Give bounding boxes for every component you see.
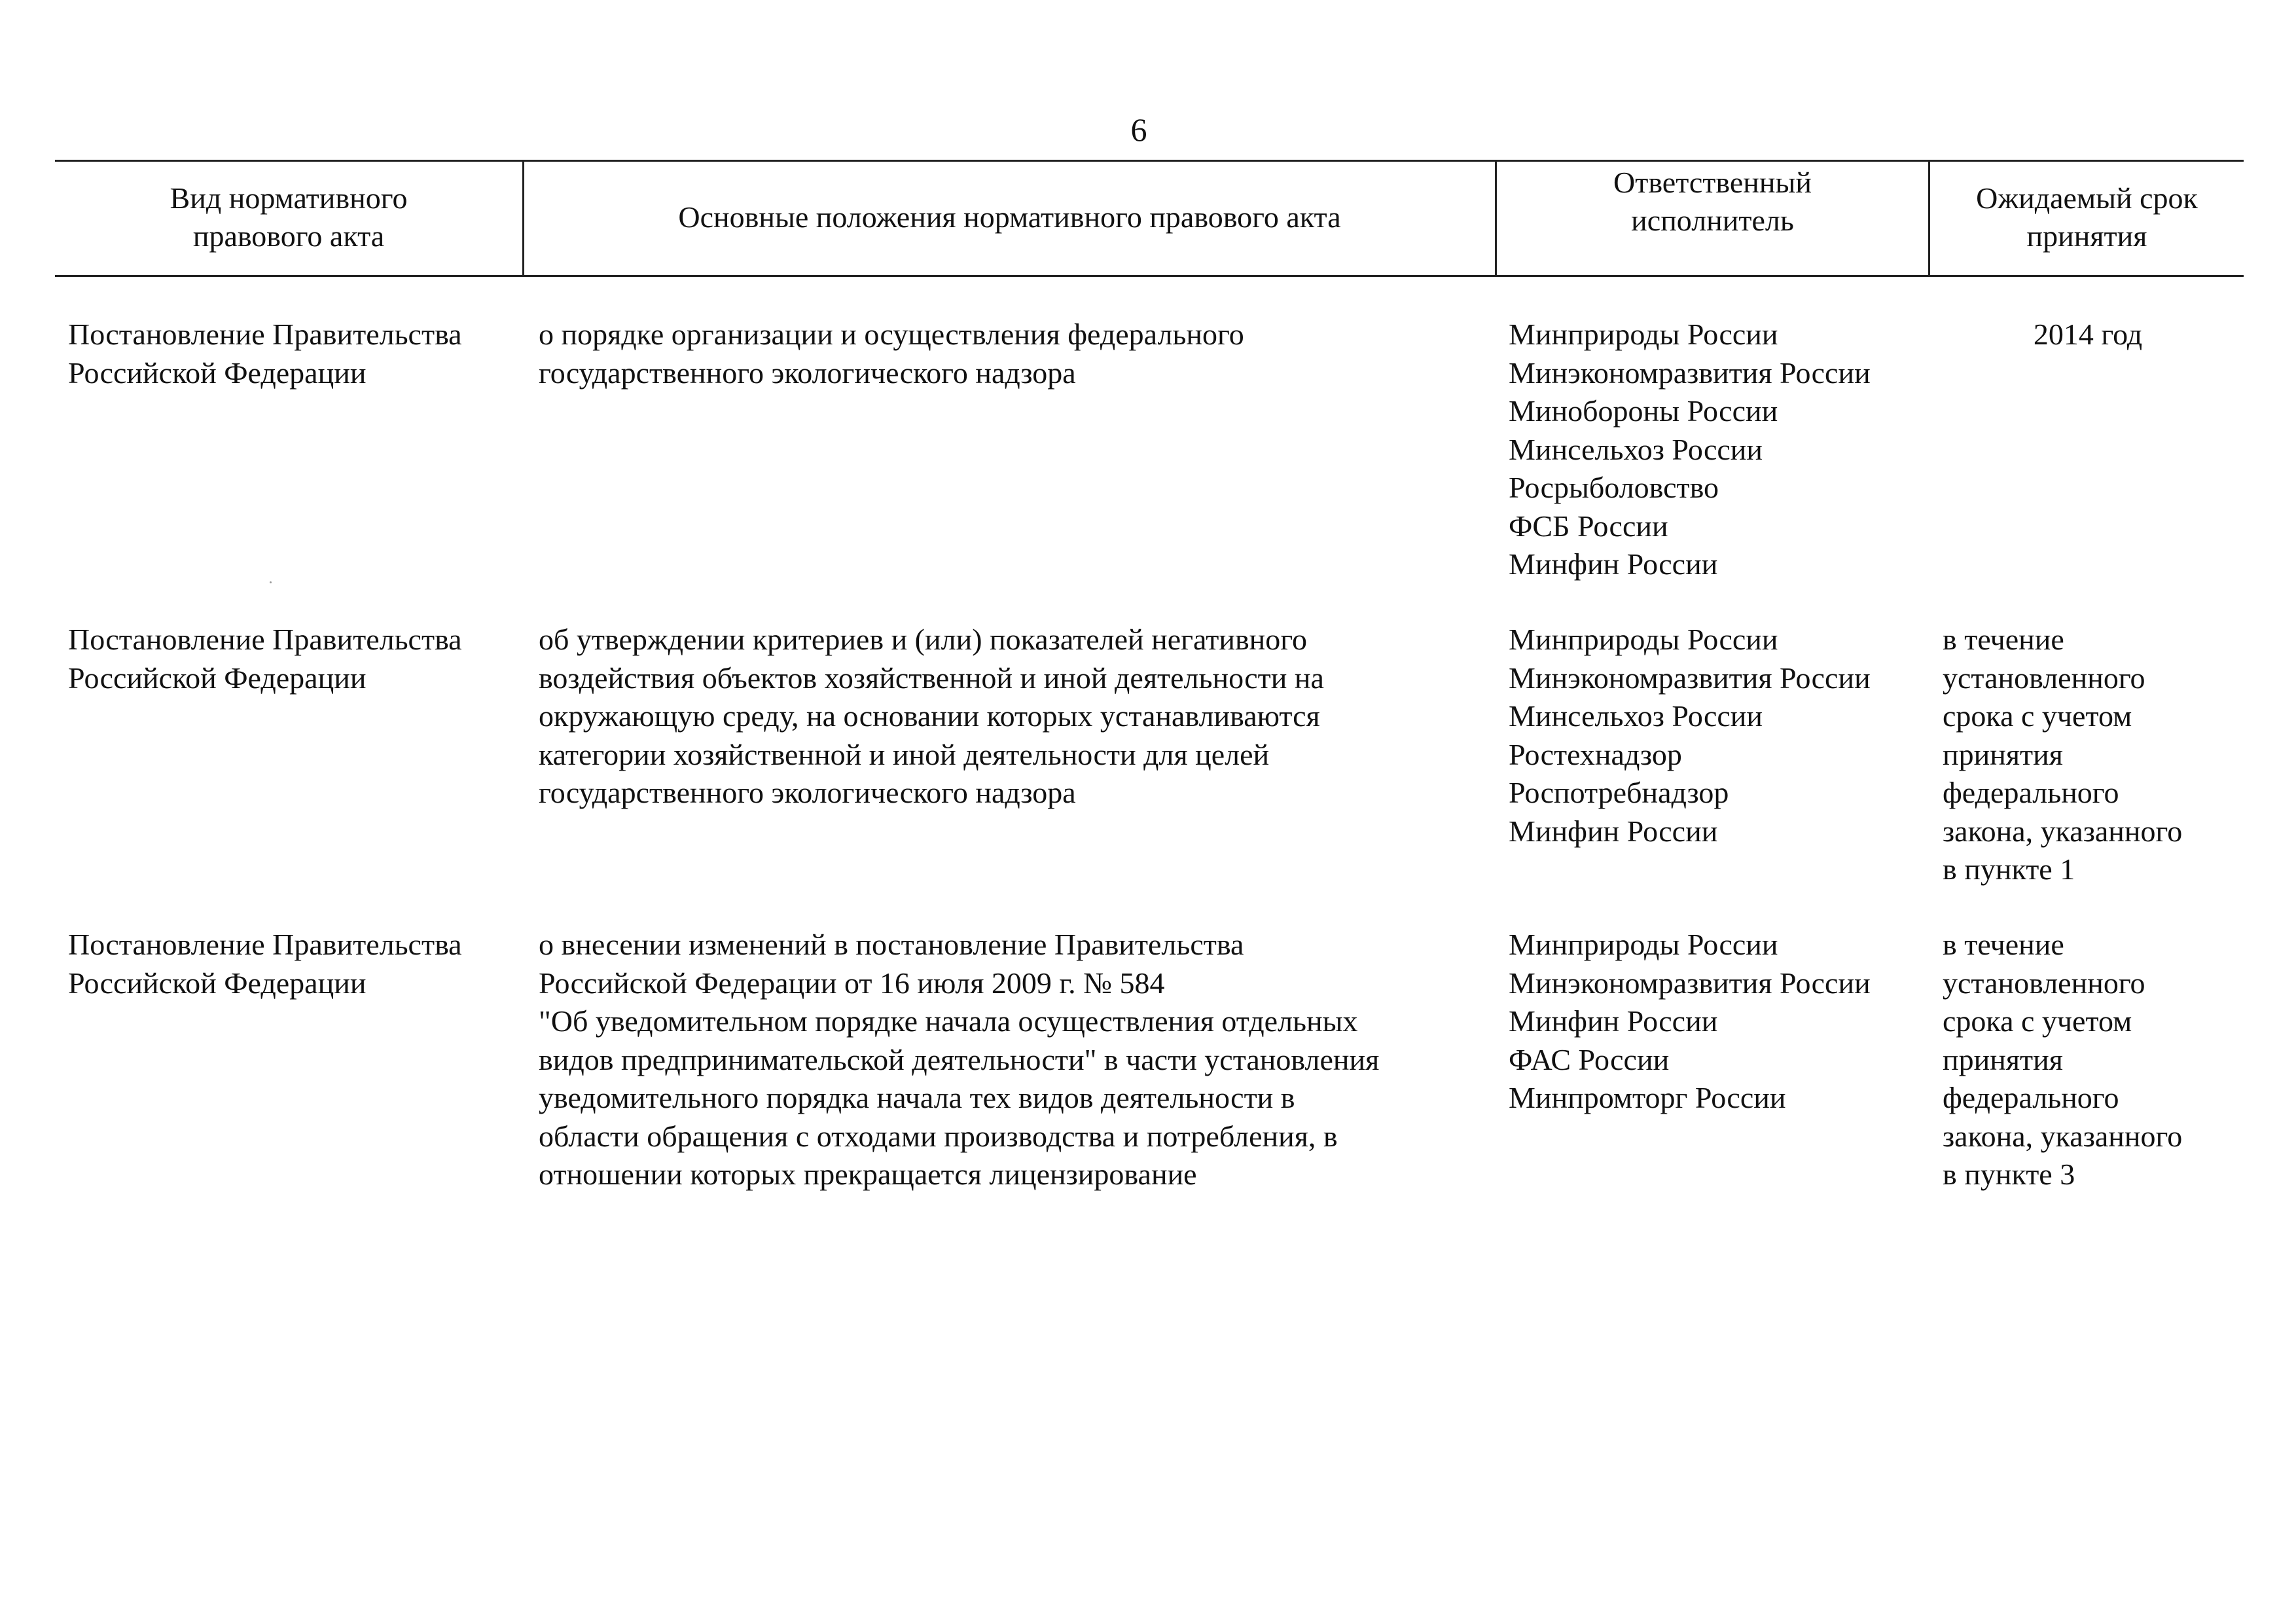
header-main-provisions: Основные положения нормативного правового акта bbox=[678, 200, 1341, 234]
row-3-deadline: в течение установленного срока с учетом принятия федерального закона, указанного в пункте 3 bbox=[1943, 928, 2183, 1191]
header-expected-deadline: Ожидаемый срок принятия bbox=[1976, 181, 2198, 253]
page-number: 6 bbox=[1130, 111, 1147, 148]
header-bottom-rule bbox=[55, 275, 2244, 277]
row-3-executors: Минприроды России Минэкономразвития России Минфин России ФАС России Минпромторг России bbox=[1509, 928, 1871, 1114]
scan-speck bbox=[270, 581, 272, 583]
row-1-deadline: 2014 год bbox=[2033, 318, 2143, 351]
row-2-provisions: об утверждении критериев и (или) показателей негативного воздействия объектов хозяйственной и иной деятельности на окружающую среду, на основании которых устанавливаются категории хозяйственной и иной деятельности для целей государственного экологического надзора bbox=[539, 623, 1324, 809]
row-1-provisions: о порядке организации и осуществления федерального государственного экологического надзора bbox=[539, 318, 1244, 390]
row-2-executors: Минприроды России Минэкономразвития России Минсельхоз России Ростехнадзор Роспотребнадзор Минфин России bbox=[1509, 623, 1871, 848]
row-1-executors: Минприроды России Минэкономразвития России Минобороны России Минсельхоз России Росрыболовство ФСБ России Минфин России bbox=[1509, 318, 1871, 581]
row-3-act-type: Постановление Правительства Российской Федерации bbox=[68, 928, 462, 1000]
header-act-type: Вид нормативного правового акта bbox=[170, 181, 408, 253]
row-1-act-type: Постановление Правительства Российской Федерации bbox=[68, 318, 462, 390]
row-2-deadline: в течение установленного срока с учетом принятия федерального закона, указанного в пункте 1 bbox=[1943, 623, 2183, 886]
header-responsible-executor: Ответственный исполнитель bbox=[1613, 166, 1812, 237]
row-3-provisions: о внесении изменений в постановление Правительства Российской Федерации от 16 июля 2009 г. № 584 "Об уведомительном порядке начала осуществления отдельных видов предпринимательской деятельности" в части установления уведомительного порядка начала тех видов деятельности в области обращения с отходами производства и потребления, в отношении которых прекращается лицензирование bbox=[539, 928, 1380, 1191]
row-2-act-type: Постановление Правительства Российской Федерации bbox=[68, 623, 462, 695]
